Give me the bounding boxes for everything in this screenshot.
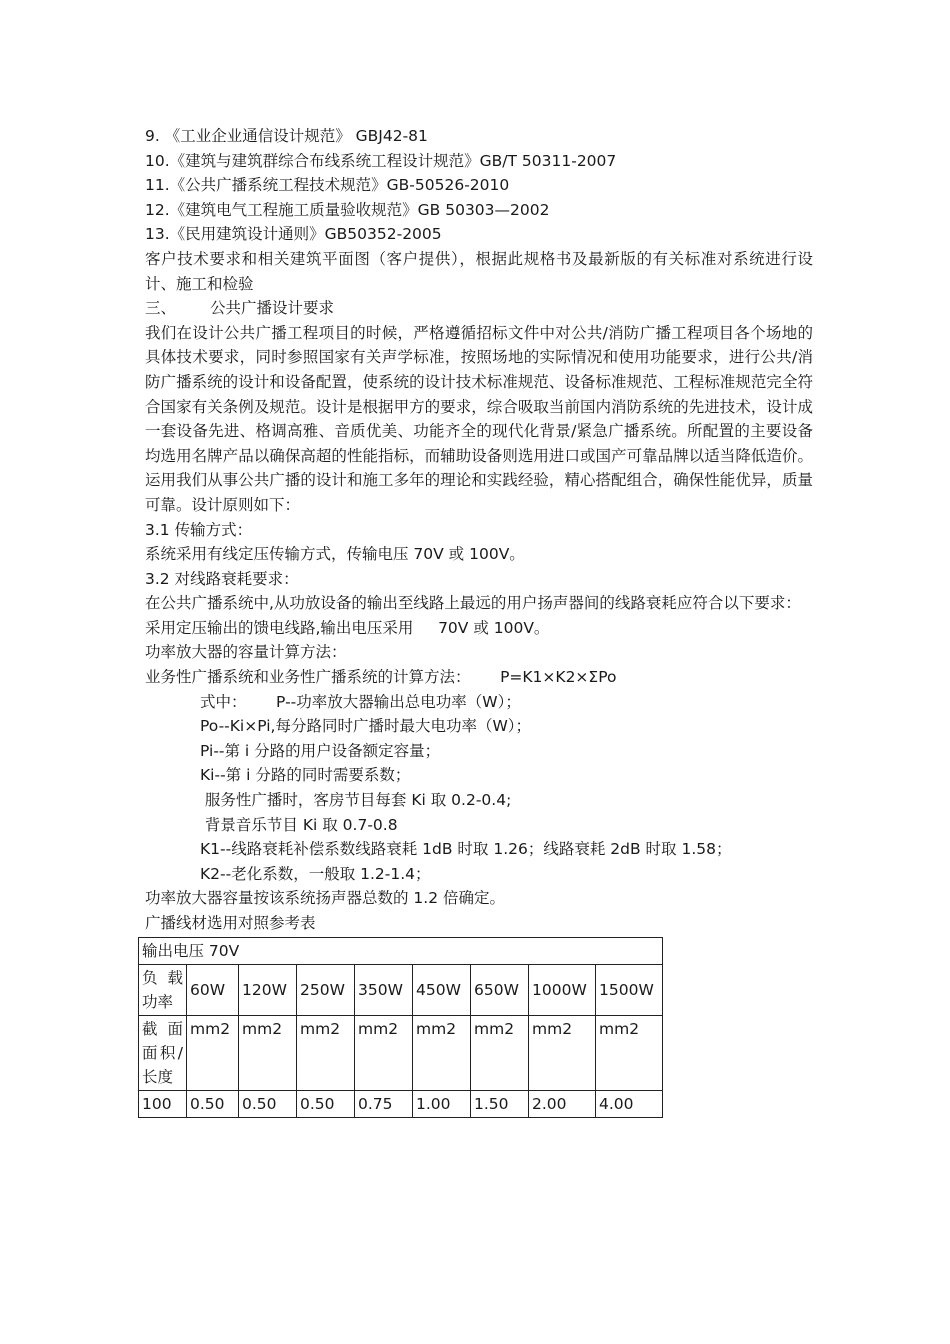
formula-definitions — [145, 690, 813, 887]
definition-line: 服务性广播时，客房节目每套 Ki 取 0.2-0.4; — [200, 791, 512, 810]
subsection-body: 在公共广播系统中,从功放设备的输出至线路上最远的用户扬声器间的线路衰耗应符合以下要求： — [145, 594, 801, 613]
table-cell: 450W — [413, 964, 471, 1015]
wire-selection-table — [138, 937, 663, 1118]
standard-item: 12.《建筑电气工程施工质量验收规范》GB 50303—2002 — [145, 200, 550, 219]
table-row — [139, 1090, 663, 1117]
table-cell: mm2 — [471, 1015, 529, 1090]
table-cell: mm2 — [529, 1015, 596, 1090]
definition-line: Pi--第 i 分路的用户设备额定容量； — [200, 741, 441, 760]
table-row — [139, 964, 663, 1015]
subsection-body: 采用定压输出的馈电线路,输出电压采用 70V 或 100V。 — [145, 618, 550, 637]
standard-item: 13.《民用建筑设计通则》GB50352-2005 — [145, 225, 442, 244]
table-cell: mm2 — [413, 1015, 471, 1090]
table-cell: 1.00 — [413, 1090, 471, 1117]
section-intro: 我们在设计公共广播工程项目的时候，严格遵循招标文件中对公共/消防广播工程项目各个场地的具体技术要求，同时参照国家有关声学标准，按照场地的实际情况和使用功能要求，进行公共/消防广播系统的设计和设备配置，使系统的设计技术标准规范、设备标准规范、工程标准规范完全符合国家有关条例及规范。设计是根据甲方的要求，综合吸取当前国内消防系统的先进技术，设计成一套设备先进、格调高雅、音质优美、功能齐全的现代化背景/紧急广播系统。所配置的主要设备均选用名牌产品以确保高超的性能指标，而辅助设备则选用进口或国产可靠品牌以适当降低造价。运用我们从事公共广播的设计和施工多年的理论和实践经验，精心搭配组合，确保性能优异，质量可靠。设计原则如下： — [145, 323, 813, 514]
section-number: 三、 — [145, 299, 177, 318]
table-cell: 1000W — [529, 964, 596, 1015]
definition-line: 式中： P--功率放大器输出总电功率（W）； — [200, 692, 521, 711]
customer-note: 客户技术要求和相关建筑平面图（客户提供），根据此规格书及最新版的有关标准对系统进行设计、施工和检验 — [145, 249, 813, 293]
document-page — [142, 124, 813, 1118]
table-cell: mm2 — [297, 1015, 355, 1090]
row-label-load: 负载功率 — [139, 964, 187, 1015]
table-caption: 广播线材选用对照参考表 — [145, 914, 316, 932]
standard-item: 11.《公共广播系统工程技术规范》GB-50526-2010 — [145, 176, 510, 195]
table-cell: 0.75 — [355, 1090, 413, 1117]
table-cell: 1.50 — [471, 1090, 529, 1117]
table-cell: mm2 — [239, 1015, 297, 1090]
section-title: 公共广播设计要求 — [210, 299, 335, 318]
subsection-title: 3.2 对线路衰耗要求： — [145, 569, 299, 588]
definition-line: K2--老化系数，一般取 1.2-1.4； — [200, 864, 431, 883]
table-cell: 60W — [187, 964, 239, 1015]
definition-line: 背景音乐节目 Ki 取 0.7-0.8 — [200, 815, 398, 834]
table-title-cell: 输出电压 70V — [139, 937, 663, 964]
table-cell: 350W — [355, 964, 413, 1015]
table-title-row — [139, 937, 663, 964]
table-cell: 4.00 — [596, 1090, 663, 1117]
table-cell: 2.00 — [529, 1090, 596, 1117]
subsection-body: 系统采用有线定压传输方式，传输电压 70V 或 100V。 — [145, 545, 525, 564]
amp-conclusion: 功率放大器容量按该系统扬声器总数的 1.2 倍确定。 — [145, 889, 506, 908]
subsection-title: 3.1 传输方式： — [145, 520, 253, 539]
definition-line: Po--Ki×Pi,每分路同时广播时最大电功率（W）； — [200, 717, 532, 736]
standard-item: 10.《建筑与建筑群综合布线系统工程设计规范》GB/T 50311-2007 — [145, 151, 617, 170]
table-cell: mm2 — [355, 1015, 413, 1090]
row-label-area: 截面面积/ 长度 — [139, 1015, 187, 1090]
standard-item: 9. 《工业企业通信设计规范》 GBJ42-81 — [145, 127, 428, 145]
row-label-100: 100 — [139, 1090, 187, 1117]
table-cell: mm2 — [596, 1015, 663, 1090]
formula-line: 业务性广播系统和业务性广播系统的计算方法： P=K1×K2×ΣPo — [145, 668, 617, 687]
section-heading — [145, 296, 813, 321]
table-cell: mm2 — [187, 1015, 239, 1090]
definition-line: K1--线路衰耗补偿系数线路衰耗 1dB 时取 1.26；线路衰耗 2dB 时取 1.58； — [200, 840, 732, 859]
table-cell: 250W — [297, 964, 355, 1015]
table-cell: 0.50 — [297, 1090, 355, 1117]
standards-list — [145, 124, 813, 247]
table-cell: 650W — [471, 964, 529, 1015]
table-cell: 0.50 — [187, 1090, 239, 1117]
table-cell: 0.50 — [239, 1090, 297, 1117]
definition-line: Ki--第 i 分路的同时需要系数； — [200, 766, 411, 785]
table-row — [139, 1015, 663, 1090]
table-cell: 1500W — [596, 964, 663, 1015]
amp-calc-title: 功率放大器的容量计算方法： — [145, 643, 347, 662]
table-cell: 120W — [239, 964, 297, 1015]
